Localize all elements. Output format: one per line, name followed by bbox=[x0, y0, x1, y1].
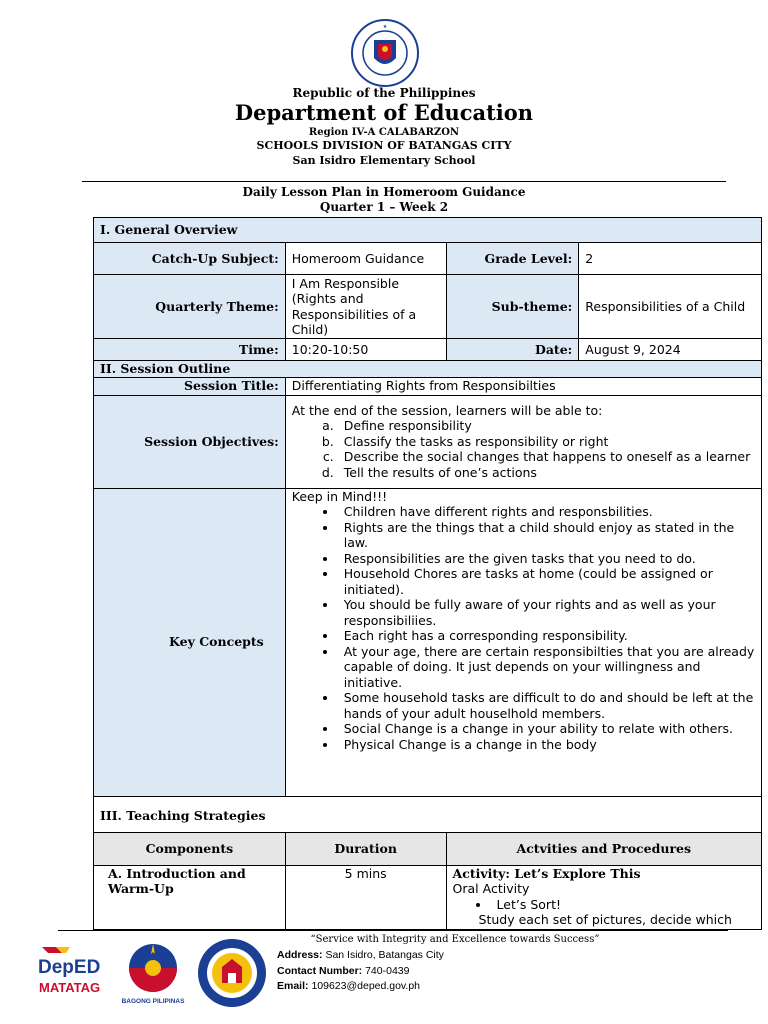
concept-item: • Children have different rights and responsbilities. bbox=[338, 504, 755, 520]
school-line: San Isidro Elementary School bbox=[292, 154, 476, 167]
activity-title: Activity: Let’s Explore This bbox=[452, 865, 641, 881]
department-title: Department of Education bbox=[234, 100, 534, 125]
objectives-list bbox=[292, 418, 755, 480]
objective-item: d. Tell the results of one’s actions bbox=[338, 465, 755, 481]
deped-logo-text: DepED bbox=[38, 957, 101, 978]
concepts-list bbox=[292, 504, 755, 752]
activity-bullet: • Let’s Sort! bbox=[491, 897, 755, 913]
matatag-logo-text: MATATAG bbox=[39, 980, 101, 995]
session-title-value: Differentiating Rights from Responsibilties bbox=[285, 377, 761, 395]
session-title-label: Session Title: bbox=[94, 377, 286, 395]
footer-address bbox=[277, 949, 444, 961]
objective-item: c. Describe the social changes that happens to oneself as a learner bbox=[338, 449, 755, 465]
bagong-pilipinas-text: BAGONG PILIPINAS bbox=[121, 998, 185, 1005]
activity-list bbox=[453, 897, 755, 913]
objectives-label: Session Objectives: bbox=[94, 395, 286, 488]
email-value: 109623@deped.gov.ph bbox=[311, 980, 420, 992]
theme-value: I Am Responsible (Rights and Responsibilities of a Child) bbox=[285, 275, 446, 339]
objective-item: b. Classify the tasks as responsibility or right bbox=[338, 434, 755, 450]
email-label: Email: bbox=[277, 980, 309, 992]
svg-text:★: ★ bbox=[382, 24, 388, 30]
subtheme-label: Sub-theme: bbox=[446, 275, 579, 339]
concept-item: • Each right has a corresponding responsibility. bbox=[338, 628, 755, 644]
republic-line: Republic of the Philippines bbox=[292, 86, 476, 100]
deped-matatag-logo-icon bbox=[36, 943, 110, 997]
col-components: Components bbox=[94, 832, 286, 865]
subject-label: Catch-Up Subject: bbox=[94, 243, 286, 275]
grade-label: Grade Level: bbox=[446, 243, 579, 275]
address-value: San Isidro, Batangas City bbox=[325, 949, 444, 961]
time-label: Time: bbox=[94, 339, 286, 361]
subtheme-value: Responsibilities of a Child bbox=[579, 275, 762, 339]
concepts-intro: Keep in Mind!!! bbox=[291, 488, 388, 504]
bagong-pilipinas-logo-icon bbox=[118, 940, 188, 1008]
contact-value: 740-0439 bbox=[365, 965, 410, 977]
lesson-plan-table bbox=[93, 217, 762, 930]
general-overview-heading: I. General Overview bbox=[94, 218, 762, 243]
teaching-strategies-heading: III. Teaching Strategies bbox=[94, 796, 762, 832]
date-label: Date: bbox=[446, 339, 579, 361]
date-value: August 9, 2024 bbox=[579, 339, 762, 361]
concept-item: • Responsibilities are the given tasks that you need to do. bbox=[338, 551, 755, 567]
footer-motto: “Service with Integrity and Excellence towards Success” bbox=[310, 934, 600, 945]
contact-label: Contact Number: bbox=[277, 965, 363, 977]
concept-item: • Social Change is a change in your ability to relate with others. bbox=[338, 721, 755, 737]
document-title: Daily Lesson Plan in Homeroom Guidance bbox=[242, 185, 526, 199]
col-activities: Actvities and Procedures bbox=[446, 832, 761, 865]
concept-item: • Rights are the things that a child should enjoy as stated in the law. bbox=[338, 520, 755, 551]
time-value: 10:20-10:50 bbox=[285, 339, 446, 361]
concept-item: • Some household tasks are difficult to do and should be left at the hands of your adult houselhold members. bbox=[338, 690, 755, 721]
grade-value: 2 bbox=[579, 243, 762, 275]
session-outline-heading: II. Session Outline bbox=[94, 361, 762, 378]
concept-item: • At your age, there are certain responsibilties that you are already capable of doing. It just depends on your willingness and initiative. bbox=[338, 644, 755, 691]
key-concepts-label: Key Concepts bbox=[94, 488, 286, 796]
concept-item: • Household Chores are tasks at home (could be assigned or initiated). bbox=[338, 566, 755, 597]
footer-divider bbox=[58, 930, 728, 931]
subject-value: Homeroom Guidance bbox=[285, 243, 446, 275]
key-concepts-cell bbox=[285, 488, 761, 796]
footer-email bbox=[277, 980, 420, 992]
activity-instruction: Study each set of pictures, decide which bbox=[478, 912, 732, 927]
quarter-week: Quarter 1 – Week 2 bbox=[319, 200, 449, 214]
region-line: Region IV-A CALABARZON bbox=[308, 127, 460, 138]
address-label: Address: bbox=[277, 949, 323, 961]
concept-item: • You should be fully aware of your rights and as well as your responsibiliies. bbox=[338, 597, 755, 628]
concept-item: • Physical Change is a change in the body bbox=[338, 737, 755, 753]
objectives-cell bbox=[285, 395, 761, 488]
header-divider bbox=[82, 181, 726, 182]
school-seal-icon bbox=[196, 937, 268, 1009]
division-line: SCHOOLS DIVISION OF BATANGAS CITY bbox=[256, 139, 512, 152]
activity-type: Oral Activity bbox=[452, 881, 530, 896]
footer-contact bbox=[277, 965, 409, 977]
objectives-intro: At the end of the session, learners will be able to: bbox=[291, 402, 603, 418]
component-intro-warmup: A. Introduction and Warm-Up bbox=[94, 865, 286, 929]
col-duration: Duration bbox=[285, 832, 446, 865]
duration-value: 5 mins bbox=[285, 865, 446, 929]
activity-cell bbox=[446, 865, 761, 929]
deped-seal-icon bbox=[350, 18, 420, 88]
theme-label: Quarterly Theme: bbox=[94, 275, 286, 339]
objective-item: a. Define responsibility bbox=[338, 418, 755, 434]
